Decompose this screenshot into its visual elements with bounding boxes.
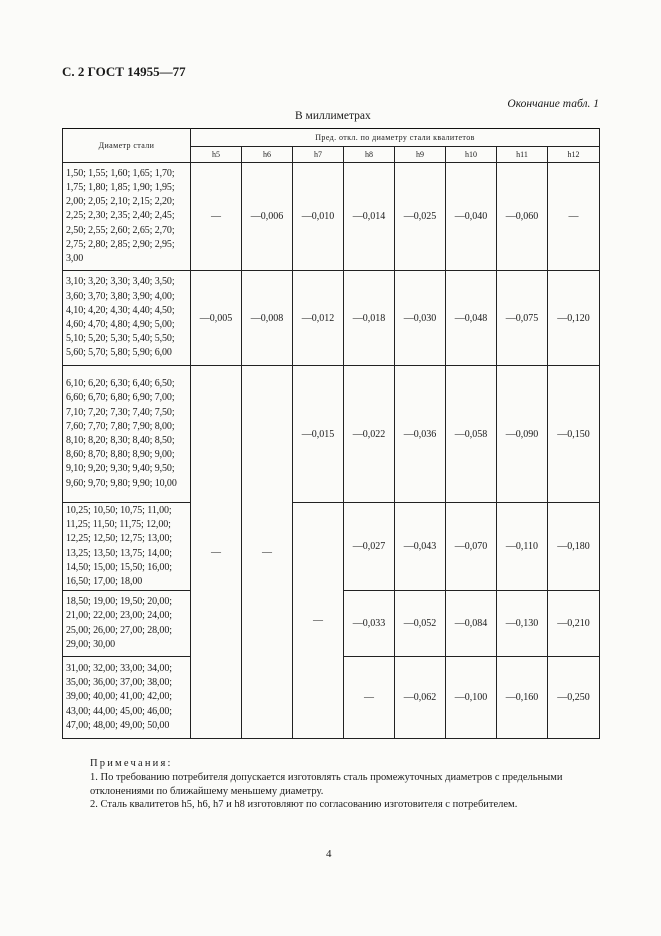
value-cell: —0,070	[446, 503, 497, 591]
value-cell: —0,110	[497, 503, 548, 591]
value-cell: —0,250	[548, 657, 600, 739]
quality-h6-header: h6	[242, 147, 293, 163]
quality-h12-header: h12	[548, 147, 600, 163]
value-cell: —0,075	[497, 271, 548, 366]
diameter-list: 1,50; 1,55; 1,60; 1,65; 1,70; 1,75; 1,80; 1,85; 1,90; 1,95; 2,00; 2,05; 2,10; 2,15; 2,20; 2,25; 2,30; 2,35; 2,40; 2,45; 2,50; 2,55; 2,60; 2,65; 2,70; 2,75; 2,80; 2,85; 2,90; 2,95; 3,00	[63, 163, 191, 271]
note-item: 2. Сталь квалитетов h5, h6, h7 и h8 изготовляют по согласованию изготовителя с потребителем.	[90, 799, 518, 811]
value-cell: —0,130	[497, 591, 548, 657]
value-cell: —0,033	[344, 591, 395, 657]
value-cell: —	[242, 366, 293, 739]
value-cell: —	[191, 163, 242, 271]
value-cell: —0,030	[395, 271, 446, 366]
value-cell: —0,036	[395, 366, 446, 503]
value-cell: —0,008	[242, 271, 293, 366]
value-cell: —0,160	[497, 657, 548, 739]
value-cell: —0,006	[242, 163, 293, 271]
value-cell: —0,005	[191, 271, 242, 366]
value-cell: —0,058	[446, 366, 497, 503]
quality-h9-header: h9	[395, 147, 446, 163]
quality-h11-header: h11	[497, 147, 548, 163]
value-cell: —0,015	[293, 366, 344, 503]
notes-title: Примечания:	[90, 758, 173, 769]
value-cell: —0,014	[344, 163, 395, 271]
page-number: 4	[326, 848, 332, 860]
value-cell: —0,180	[548, 503, 600, 591]
value-cell: —0,062	[395, 657, 446, 739]
quality-h8-header: h8	[344, 147, 395, 163]
quality-h10-header: h10	[446, 147, 497, 163]
value-cell: —0,052	[395, 591, 446, 657]
table-row	[63, 366, 600, 503]
value-cell: —0,022	[344, 366, 395, 503]
diameter-list: 6,10; 6,20; 6,30; 6,40; 6,50; 6,60; 6,70; 6,80; 6,90; 7,00; 7,10; 7,20; 7,30; 7,40; 7,50; 7,60; 7,70; 7,80; 7,90; 8,00; 8,10; 8,20; 8,30; 8,40; 8,50; 8,60; 8,70; 8,80; 8,90; 9,00; 9,10; 9,20; 9,30; 9,40; 9,50; 9,60; 9,70; 9,80; 9,90; 10,00	[63, 366, 191, 503]
value-cell: —0,040	[446, 163, 497, 271]
value-cell: —	[293, 503, 344, 739]
value-cell: —0,100	[446, 657, 497, 739]
units-caption: В миллиметрах	[295, 110, 371, 122]
table-row	[63, 163, 600, 271]
value-cell: —	[344, 657, 395, 739]
value-cell: —0,025	[395, 163, 446, 271]
diameter-list: 31,00; 32,00; 33,00; 34,00; 35,00; 36,00; 37,00; 38,00; 39,00; 40,00; 41,00; 42,00; 43,00; 44,00; 45,00; 46,00; 47,00; 48,00; 49,00; 50,00	[63, 657, 191, 739]
quality-h5-header: h5	[191, 147, 242, 163]
value-cell: —0,027	[344, 503, 395, 591]
table-row	[63, 271, 600, 366]
value-cell: —0,012	[293, 271, 344, 366]
value-cell: —	[191, 366, 242, 739]
diameter-column-header: Диаметр стали	[63, 129, 191, 163]
notes-block	[62, 757, 602, 812]
tolerance-table	[62, 128, 600, 739]
diameter-list: 10,25; 10,50; 10,75; 11,00; 11,25; 11,50; 11,75; 12,00; 12,25; 12,50; 12,75; 13,00; 13,25; 13,50; 13,75; 14,00; 14,50; 15,00; 15,50; 16,00; 16,50; 17,00; 18,00	[63, 503, 191, 591]
value-cell: —0,084	[446, 591, 497, 657]
value-cell: —0,150	[548, 366, 600, 503]
value-cell: —0,010	[293, 163, 344, 271]
value-cell: —	[548, 163, 600, 271]
value-cell: —0,090	[497, 366, 548, 503]
value-cell: —0,120	[548, 271, 600, 366]
diameter-list: 3,10; 3,20; 3,30; 3,40; 3,50; 3,60; 3,70; 3,80; 3,90; 4,00; 4,10; 4,20; 4,30; 4,40; 4,50; 4,60; 4,70; 4,80; 4,90; 5,00; 5,10; 5,20; 5,30; 5,40; 5,50; 5,60; 5,70; 5,80; 5,90; 6,00	[63, 271, 191, 366]
page-header: С. 2 ГОСТ 14955—77	[62, 64, 186, 79]
deviation-header: Пред. откл. по диаметру стали квалитетов	[191, 129, 600, 147]
quality-h7-header: h7	[293, 147, 344, 163]
value-cell: —0,043	[395, 503, 446, 591]
table-continuation-note: Окончание табл. 1	[507, 98, 599, 110]
value-cell: —0,018	[344, 271, 395, 366]
note-item: 1. По требованию потребителя допускается изготовлять сталь промежуточных диаметров с предельными отклонениями по ближайшему меньшему диаметру.	[90, 771, 563, 797]
table-row	[63, 503, 600, 591]
value-cell: —0,048	[446, 271, 497, 366]
diameter-list: 18,50; 19,00; 19,50; 20,00; 21,00; 22,00; 23,00; 24,00; 25,00; 26,00; 27,00; 28,00; 29,00; 30,00	[63, 591, 191, 657]
value-cell: —0,210	[548, 591, 600, 657]
value-cell: —0,060	[497, 163, 548, 271]
